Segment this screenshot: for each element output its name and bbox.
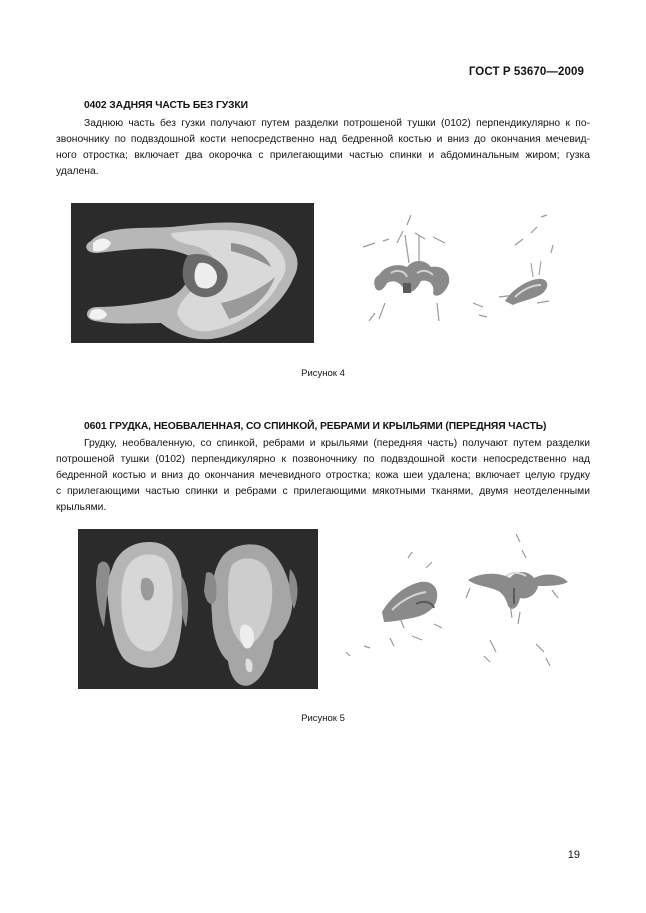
page-number: 19: [567, 849, 580, 861]
paragraph-line: крыльями.: [56, 502, 107, 513]
paragraph-line: Грудку, необваленную, со спинкой, ребрами и крыльями (передняя часть) получают путем разделки: [84, 438, 590, 449]
breast-front-part-photo-image: [78, 529, 318, 689]
section-body-0601: [56, 436, 590, 516]
section-heading-0601: 0601 ГРУДКА, НЕОБВАЛЕННАЯ, СО СПИНКОЙ, РЕБРАМИ И КРЫЛЬЯМИ (ПЕРЕДНЯЯ ЧАСТЬ): [84, 421, 547, 432]
hind-quarter-diagram-image: [355, 203, 565, 333]
paragraph-line: звоночнику по подвздошной кости непосредственно над бедренной костью и вниз до окончания мечевид-: [56, 134, 590, 145]
paragraph-line: с прилегающими частью спинки и ребрами с прилегающими мякотными тканями, двумя неотделенными: [56, 486, 590, 497]
paragraph-line: удалена.: [56, 166, 99, 177]
figure-4-diagram: [355, 203, 565, 333]
paragraph-line: ного отростка; включает два окорочка с прилегающими частью спинки и абдоминальным жиром; гузка: [56, 150, 590, 161]
breast-front-part-diagram-image: [340, 528, 570, 670]
figure-4-caption: Рисунок 4: [301, 368, 345, 379]
figure-5-photo: [78, 529, 318, 689]
section-body-0402: [56, 116, 590, 180]
paragraph-line: потрошеной тушки (0102) перпендикулярно к позвоночнику по подвздошной кости непосредственно над: [56, 454, 590, 465]
section-heading-0402: 0402 ЗАДНЯЯ ЧАСТЬ БЕЗ ГУЗКИ: [84, 100, 248, 111]
paragraph-line: бедренной костью и вниз до окончания мечевидного отростка; кожа шеи удалена; включает целую грудку: [56, 470, 590, 481]
figure-5-caption: Рисунок 5: [301, 713, 345, 724]
figure-5-diagram: [340, 528, 570, 670]
figure-4-photo: [71, 203, 314, 343]
document-standard-number: ГОСТ Р 53670—2009: [468, 66, 584, 78]
hind-quarter-photo-image: [71, 203, 314, 343]
paragraph-line: Заднюю часть без гузки получают путем разделки потрошеной тушки (0102) перпендикулярно к по-: [84, 118, 590, 129]
